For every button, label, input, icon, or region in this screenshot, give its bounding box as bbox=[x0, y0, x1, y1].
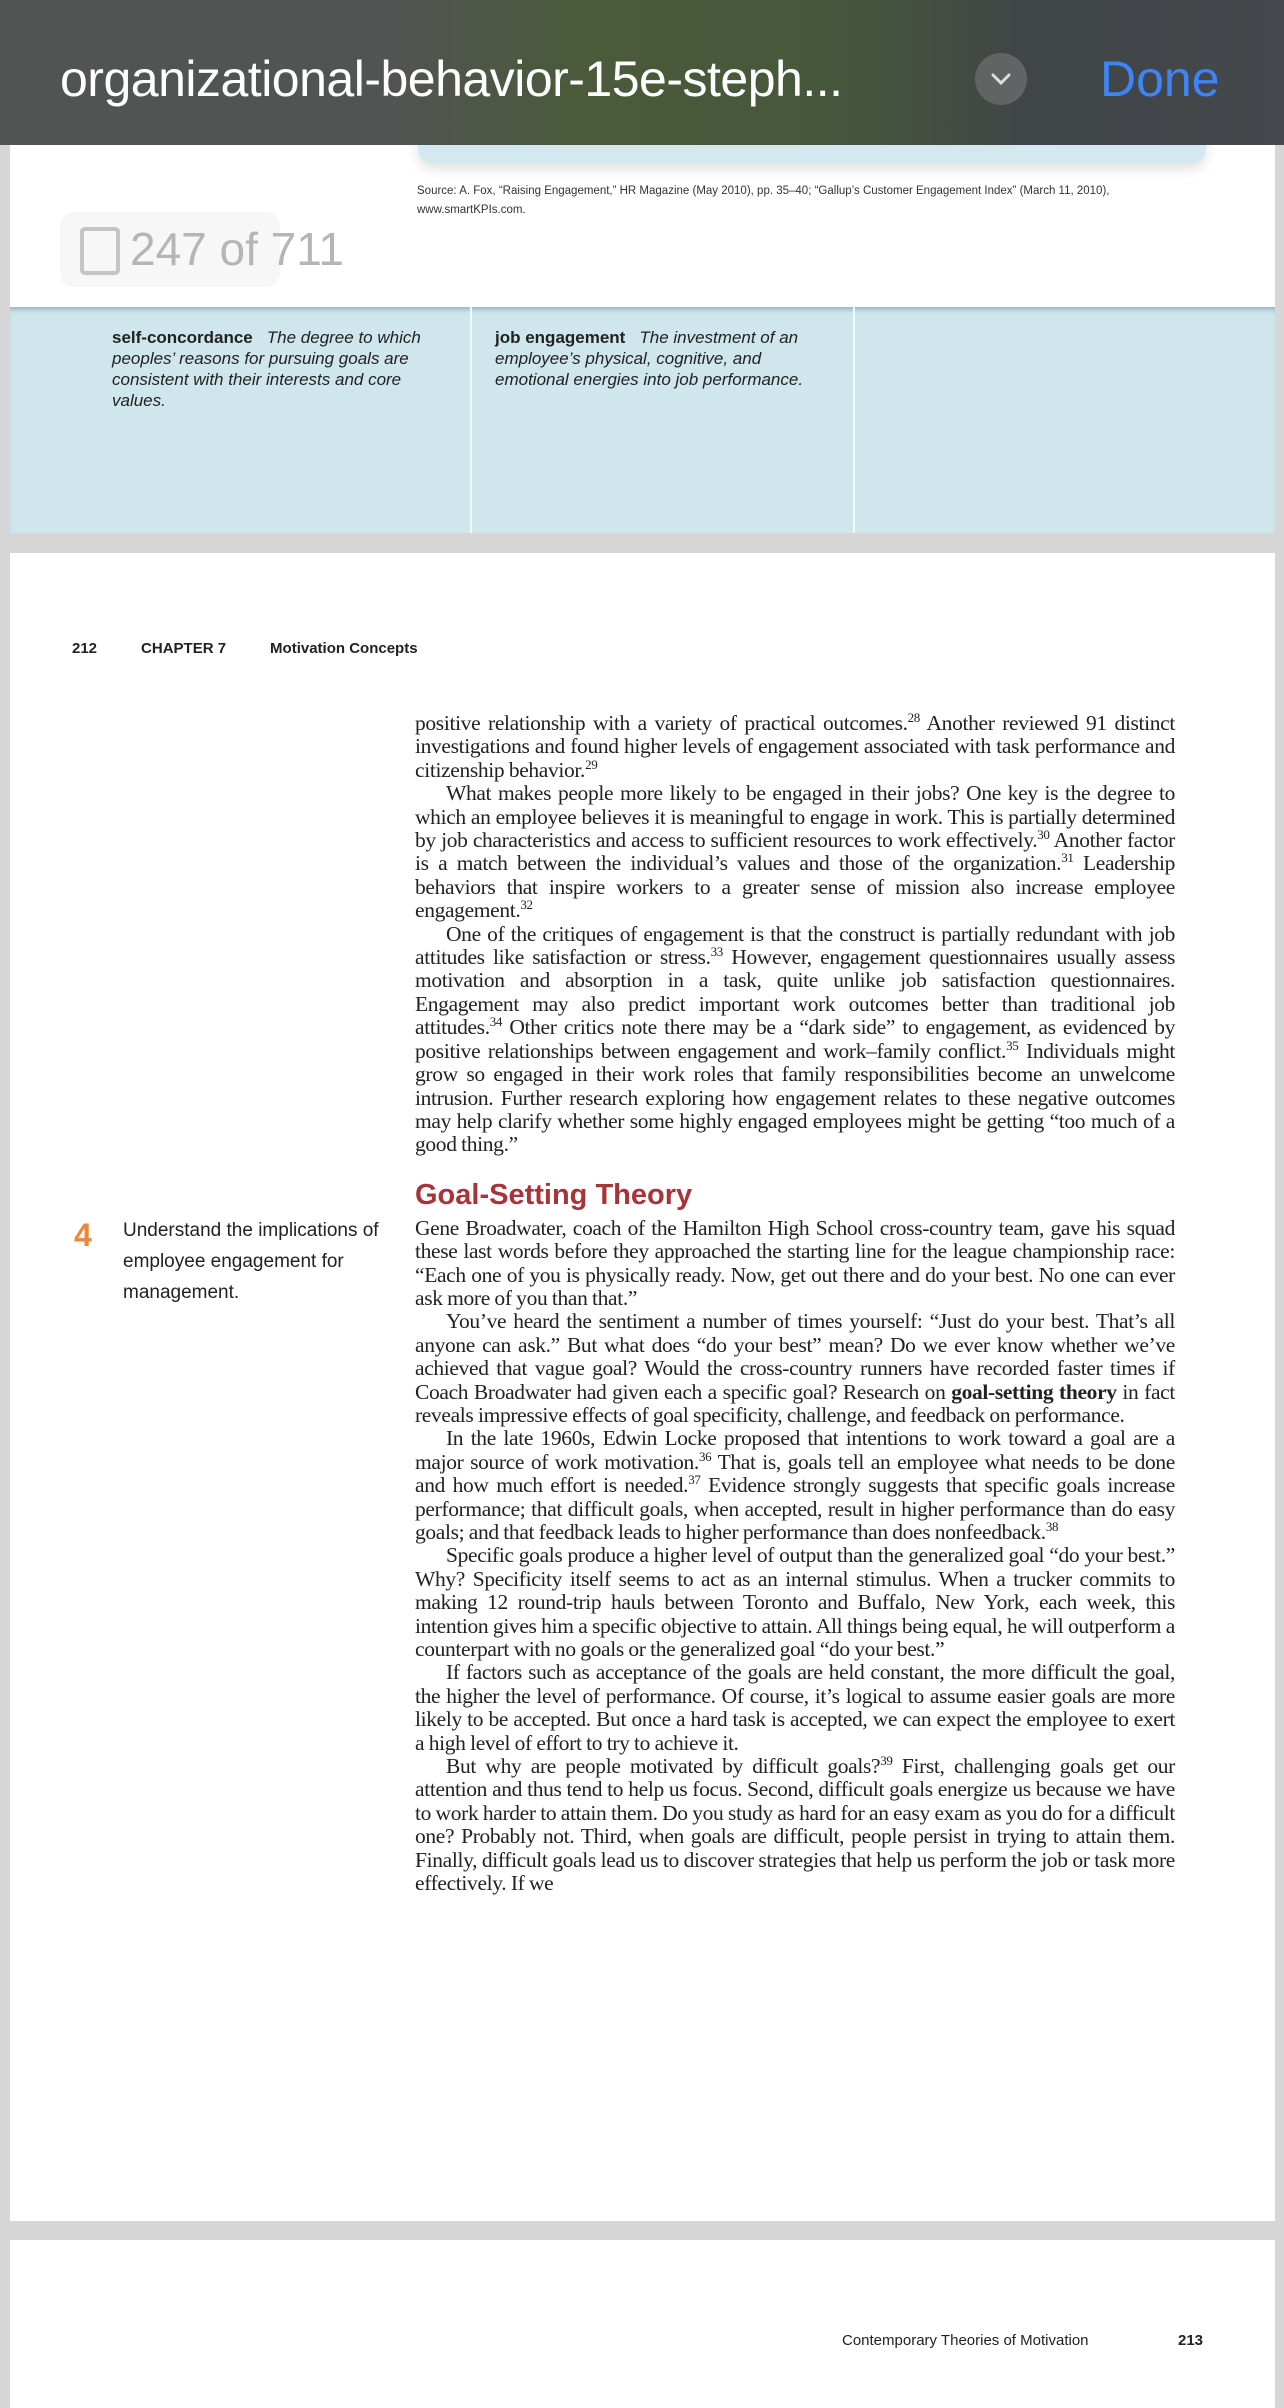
paragraph bbox=[415, 1310, 1175, 1427]
footnote-ref: 38 bbox=[1045, 1518, 1059, 1534]
glossary-band bbox=[10, 307, 1275, 533]
footnote-ref: 32 bbox=[520, 897, 533, 913]
footnote-ref: 35 bbox=[1006, 1037, 1019, 1053]
text-run: That is, goals tell an employee what needs to be done and how much effort is needed. bbox=[415, 1449, 1175, 1498]
paragraph bbox=[415, 709, 1175, 782]
footnote-ref: 34 bbox=[489, 1014, 503, 1030]
paragraph bbox=[415, 1427, 1175, 1544]
footer-title: Contemporary Theories of Motivation bbox=[842, 2332, 1089, 2349]
page-indicator-text: 247 of 711 bbox=[130, 223, 345, 275]
glossary-term: self-concordance bbox=[112, 328, 253, 347]
footnote-ref: 29 bbox=[585, 756, 598, 772]
text-run: However, engagement questionnaires usually assess motivation and absorption in a task, quite unlike job satisfaction questionnaires. Engagement may also predict important work outcomes better than traditional job attitudes. bbox=[415, 945, 1175, 1040]
glossary-definition: The investment of an employee’s physical, cognitive, and emotional energies into job performance. bbox=[495, 328, 804, 389]
section-body-text bbox=[415, 1217, 1175, 1896]
text-run: Another factor is a match between the individual’s values and those of the organization. bbox=[415, 828, 1175, 876]
column-divider bbox=[853, 307, 855, 533]
section bbox=[74, 1215, 1175, 1896]
glossary-definition: The degree to which peoples’ reasons for pursuing goals are consistent with their interests and core values. bbox=[112, 328, 421, 410]
document-title[interactable]: organizational-behavior-15e-steph... bbox=[60, 51, 843, 107]
text-run: In the late 1960s, Edwin Locke proposed that intentions to work toward a goal are a major source of work motivation. bbox=[415, 1426, 1175, 1474]
page-indicator bbox=[60, 212, 345, 287]
page-number: 212 bbox=[72, 640, 98, 657]
glossary-entry bbox=[112, 327, 457, 411]
title-menu-button[interactable] bbox=[975, 53, 1027, 105]
text-column bbox=[74, 709, 1175, 1896]
learning-objective-number: 4 bbox=[74, 1216, 92, 1253]
text-run: One of the critiques of engagement is that the construct is partially redundant with job attitudes like satisfaction or stress. bbox=[415, 921, 1175, 970]
text-run: If factors such as acceptance of the goals are held constant, the more difficult the goal, the higher the level of performance. Of course, it’s logical to assume easier goals are more likely to be accepted. But once a hard task is accepted, we can expect the employee to exert a high level of effort to try to achieve it. bbox=[415, 1660, 1175, 1755]
text-run: What makes people more likely to be engaged in their jobs? One key is the degree to which an employee believes it is meaningful to engage in work. This is partially determined by job characteristics and access to sufficient resources to work effectively. bbox=[415, 781, 1175, 853]
text-run: Specific goals produce a higher level of output than the generalized goal “do your best.” Why? Specificity itself seems to act as an internal stimulus. When a trucker commits to making 12 round-trip hauls between Toronto and Buffalo, New York, each week, this intention gives him a specific objective to attain. All things being equal, he will outperform a counterpart with no goals or the generalized goal “do your best.” bbox=[415, 1543, 1175, 1662]
viewer-toolbar bbox=[0, 0, 1284, 145]
column-divider bbox=[470, 307, 472, 533]
glossary-entry bbox=[495, 327, 825, 390]
footer-page-number: 213 bbox=[1178, 2332, 1204, 2349]
footnote-ref: 33 bbox=[710, 943, 723, 959]
learning-objective-text: Understand the implications of employee engagement for management. bbox=[123, 1219, 379, 1303]
footnote-ref: 31 bbox=[1061, 850, 1074, 866]
chapter-title: Motivation Concepts bbox=[270, 640, 418, 657]
text-run: Another reviewed 91 distinct investigations and found higher levels of engagement associated with task performance and citizenship behavior. bbox=[415, 711, 1175, 782]
text-run: Evidence strongly suggests that specific goals increase performance; that difficult goals, when accepted, result in higher performance than do easy goals; and that feedback leads to higher performance than does nonfeedback. bbox=[415, 1473, 1175, 1544]
body-text bbox=[415, 709, 1175, 1157]
source-citation: Source: A. Fox, “Raising Engagement,” HR Magazine (May 2010), pp. 35–40; “Gallup’s Customer Engagement Index” (March 11, 2010), www.smartKPIs.com. bbox=[417, 185, 1110, 216]
paragraph bbox=[415, 1544, 1175, 1661]
section-heading: Goal-Setting Theory bbox=[415, 1178, 693, 1211]
running-head bbox=[72, 640, 462, 657]
text-run: First, challenging goals get our attention and thus tend to help us focus. Second, difficult goals energize us because we have to work harder to attain them. Do you study as hard for an easy exam as you do for a difficult one? Probably not. Third, when goals are difficult, people persist in trying to attain them. Finally, difficult goals lead us to discover strategies that help us perform the job or task more effectively. If we bbox=[415, 1754, 1175, 1896]
footnote-ref: 39 bbox=[880, 1752, 893, 1768]
paragraph bbox=[415, 1217, 1175, 1311]
text-run: Gene Broadwater, coach of the Hamilton High School cross-country team, gave his squad these last words before they approached the starting line for the league championship race: “Each one of you is physically ready. Now, get out there and do your best. No one can ever ask more of you than that.” bbox=[415, 1215, 1175, 1310]
paragraph bbox=[415, 923, 1175, 1157]
text-run: positive relationship with a variety of practical outcomes. bbox=[415, 711, 908, 735]
footnote-ref: 28 bbox=[907, 709, 920, 725]
text-run: You’ve heard the sentiment a number of times yourself: “Just do your best. That’s all anyone can ask.” But what does “do your best” mean? Do we ever know whether we’ve achieved that vague goal? Would the cross-country runners have recorded faster times if Coach Broadwater had given each a specific goal? Research on bbox=[415, 1309, 1175, 1404]
page-213 bbox=[10, 2240, 1275, 2408]
chevron-down-icon bbox=[989, 69, 1013, 89]
done-button[interactable]: Done bbox=[1100, 51, 1220, 107]
page-icon bbox=[80, 227, 120, 275]
footnote-ref: 30 bbox=[1037, 826, 1050, 842]
text-run: Individuals might grow so engaged in their work roles that family responsibilities become an unwelcome intrusion. Further research exploring how engagement relates to these negative outcomes may help clarify whether some highly engaged employees might be getting “too much of a good thing.” bbox=[415, 1038, 1175, 1157]
key-term: goal-setting theory bbox=[951, 1379, 1117, 1404]
footnote-ref: 37 bbox=[688, 1472, 701, 1488]
paragraph bbox=[415, 1661, 1175, 1755]
text-run: in fact reveals impressive effects of goal specificity, challenge, and feedback on performance. bbox=[415, 1379, 1175, 1427]
text-run: But why are people motivated by difficult goals? bbox=[446, 1754, 881, 1779]
paragraph bbox=[415, 1752, 1175, 1896]
chapter-label: CHAPTER 7 bbox=[141, 640, 227, 657]
text-run: Leadership behaviors that inspire workers to a greater sense of mission also increase employee engagement. bbox=[415, 851, 1175, 923]
footnote-ref: 36 bbox=[698, 1448, 712, 1464]
glossary-term: job engagement bbox=[495, 328, 626, 347]
paragraph bbox=[415, 782, 1175, 922]
text-run: Other critics note there may be a “dark side” to engagement, as evidenced by positive relationships between engagement and work–family conflict. bbox=[415, 1015, 1175, 1063]
